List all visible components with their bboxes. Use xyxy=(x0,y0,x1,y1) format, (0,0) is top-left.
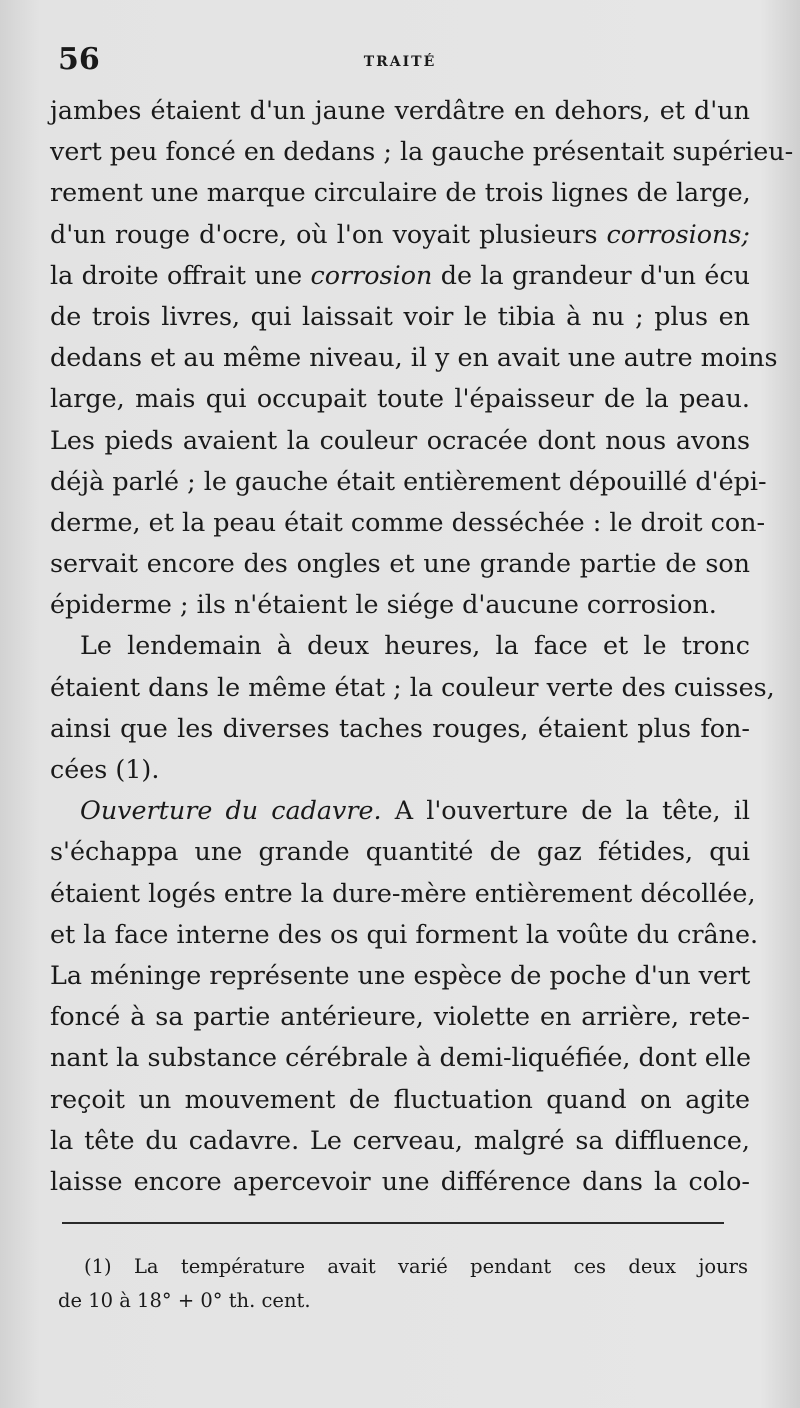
italic-term: corrosions; xyxy=(606,218,750,249)
footnote xyxy=(58,1250,748,1318)
section-heading-italic: Ouverture du cadavre. xyxy=(80,795,382,826)
text-segment: de la grandeur d'un écu xyxy=(440,259,750,290)
text-line: rement une marque circulaire de trois lignes de large, xyxy=(50,177,751,208)
text-line xyxy=(50,214,750,255)
text-line: cées (1). xyxy=(50,754,160,784)
text-line: déjà parlé ; le gauche était entièrement dépouillé d'épi- xyxy=(50,465,767,496)
text-line: étaient dans le même état ; la couleur verte des cuisses, xyxy=(50,671,775,702)
text-line: Les pieds avaient la couleur ocracée dont nous avons xyxy=(50,424,750,455)
text-line: de trois livres, qui laissait voir le tibia à nu ; plus en xyxy=(50,300,750,331)
text-line: foncé à sa partie antérieure, violette en arrière, rete- xyxy=(50,1001,750,1032)
footnote-line: de 10 à 18° + 0° th. cent. xyxy=(58,1289,311,1312)
text-line: servait encore des ongles et une grande partie de son xyxy=(50,548,750,579)
text-line: large, mais qui occupait toute l'épaisseur de la peau. xyxy=(50,383,750,414)
text-line: nant la substance cérébrale à demi-liquéfiée, dont elle xyxy=(50,1042,752,1073)
text-line: jambes étaient d'un jaune verdâtre en dehors, et d'un xyxy=(50,95,750,125)
text-segment: d'un rouge d'ocre, où l'on voyait plusieurs xyxy=(50,218,598,249)
body-text xyxy=(50,90,794,1202)
text-line: s'échappa une grande quantité de gaz fétides, qui xyxy=(50,836,750,867)
text-line: épiderme ; ils n'étaient le siége d'aucune corrosion. xyxy=(50,589,717,620)
page-header xyxy=(50,42,750,82)
text-line: derme, et la peau était comme desséchée : le droit con- xyxy=(50,506,766,537)
text-line: et la face interne des os qui forment la voûte du crâne. xyxy=(50,918,759,949)
text-line xyxy=(50,790,750,831)
text-segment: A l'ouverture de la tête, il xyxy=(394,795,750,826)
italic-term: corrosion xyxy=(310,259,433,290)
text-line: dedans et au même niveau, il y en avait une autre moins xyxy=(50,342,778,373)
text-line: La méninge représente une espèce de poche d'un vert xyxy=(50,959,751,990)
text-line: Le lendemain à deux heures, la face et le tronc xyxy=(80,630,750,661)
footnote-divider xyxy=(62,1222,724,1224)
text-line: étaient logés entre la dure-mère entièrement décollée, xyxy=(50,877,756,908)
text-line: ainsi que les diverses taches rouges, étaient plus fon- xyxy=(50,712,750,743)
text-line: laisse encore apercevoir une différence dans la colo- xyxy=(50,1165,750,1196)
running-title: TRAITÉ xyxy=(363,54,437,70)
footnote-line: (1) La température avait varié pendant ces deux jours xyxy=(84,1255,748,1278)
text-line: vert peu foncé en dedans ; la gauche présentait supérieu- xyxy=(50,136,794,167)
page-number: 56 xyxy=(58,42,100,77)
text-line: reçoit un mouvement de fluctuation quand on agite xyxy=(50,1083,750,1114)
text-line xyxy=(50,255,750,296)
text-segment: la droite offrait une xyxy=(50,259,303,290)
text-line: la tête du cadavre. Le cerveau, malgré sa diffluence, xyxy=(50,1124,750,1155)
